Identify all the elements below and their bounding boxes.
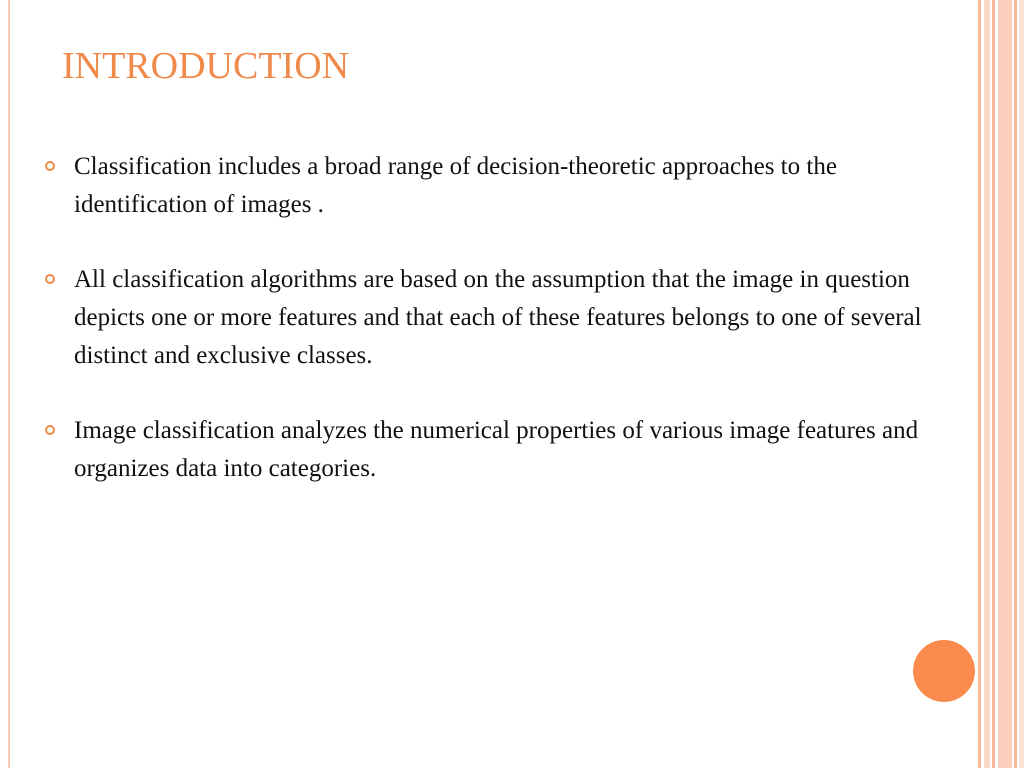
ring-bullet-icon xyxy=(45,274,55,284)
right-stripe xyxy=(978,0,981,768)
bullet-text: Classification includes a broad range of decision-theoretic approaches to the identification of images . xyxy=(74,153,837,218)
right-stripe xyxy=(992,0,995,768)
right-stripe xyxy=(1019,0,1024,768)
right-stripe xyxy=(998,0,1012,768)
right-stripe xyxy=(1014,0,1017,768)
ring-bullet-icon xyxy=(45,425,55,435)
bullet-text: Image classification analyzes the numerical properties of various image features and organizes data into categories. xyxy=(74,417,919,482)
slide-title: INTRODUCTION xyxy=(62,45,350,87)
left-border-line xyxy=(8,0,10,768)
bullet-text: All classification algorithms are based on the assumption that the image in question depicts one or more features and that each of these features belongs to one of several distinct and exclusive classes. xyxy=(74,266,922,369)
orange-circle-decoration xyxy=(913,640,975,702)
bullet-item xyxy=(44,412,974,488)
right-stripe xyxy=(984,0,990,768)
bullet-list xyxy=(44,148,974,525)
ring-bullet-icon xyxy=(45,161,55,171)
bullet-item xyxy=(44,148,974,224)
bullet-item xyxy=(44,261,974,375)
